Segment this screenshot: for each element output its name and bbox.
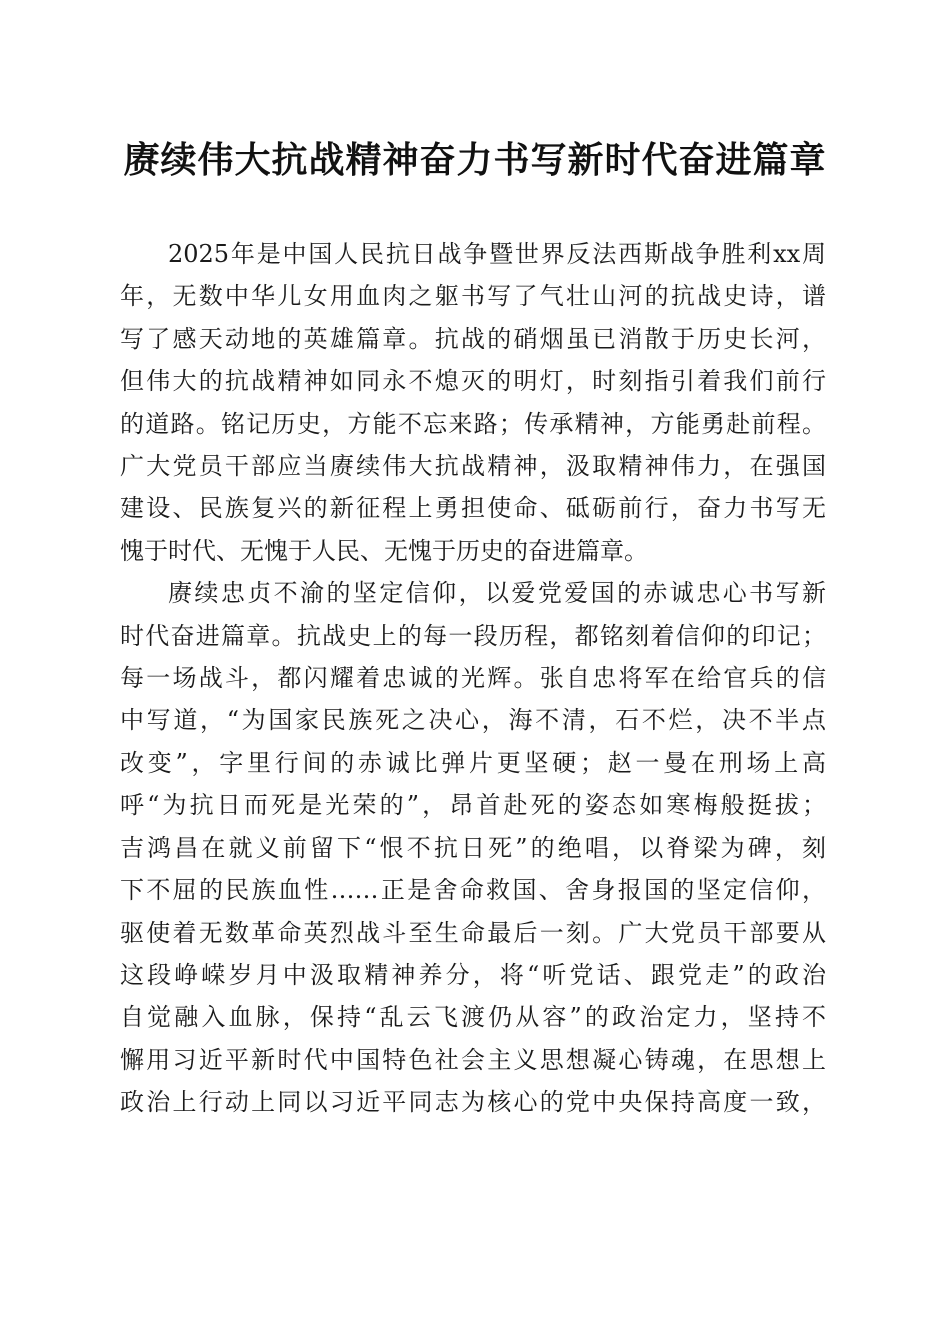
document-body [120, 233, 826, 1124]
text-line: 驱使着无数革命英烈战斗至生命最后一刻。广大党员干部要从 [120, 918, 826, 947]
text-line: 下不屈的民族血性……正是舍命救国、舍身报国的坚定信仰， [120, 876, 826, 905]
page-title: 赓续伟大抗战精神奋力书写新时代奋进篇章 [123, 139, 827, 181]
text-line: 写了感天动地的英雄篇章。抗战的硝烟虽已消散于历史长河， [120, 324, 826, 353]
text-line: 中写道，“为国家民族死之决心，海不清，石不烂，决不半点 [120, 706, 826, 735]
text-line: 这段峥嵘岁月中汲取精神养分，将“听党话、跟党走”的政治 [120, 960, 826, 989]
text-line: 改变”，字里行间的赤诚比弹片更坚硬；赵一曼在刑场上高 [120, 748, 826, 777]
paragraph-faith [120, 572, 826, 1123]
text-line: 2025年是中国人民抗日战争暨世界反法西斯战争胜利xx周 [168, 240, 826, 268]
text-line: 但伟大的抗战精神如同永不熄灭的明灯，时刻指引着我们前行 [120, 367, 826, 396]
text-line: 懈用习近平新时代中国特色社会主义思想凝心铸魂，在思想上 [120, 1045, 826, 1074]
text-line: 年，无数中华儿女用血肉之躯书写了气壮山河的抗战史诗，谱 [120, 282, 826, 311]
text-line: 时代奋进篇章。抗战史上的每一段历程，都铭刻着信仰的印记； [120, 621, 826, 650]
text-line: 吉鸿昌在就义前留下“恨不抗日死”的绝唱，以脊梁为碑，刻 [120, 833, 826, 862]
paragraph-intro [120, 233, 826, 572]
text-line: 呼“为抗日而死是光荣的”，昂首赴死的姿态如寒梅般挺拔； [120, 791, 826, 820]
text-line: 政治上行动上同以习近平同志为核心的党中央保持高度一致， [120, 1088, 826, 1117]
text-line: 赓续忠贞不渝的坚定信仰，以爱党爱国的赤诚忠心书写新 [168, 579, 826, 608]
text-line: 的道路。铭记历史，方能不忘来路；传承精神，方能勇赴前程。 [120, 409, 826, 438]
text-line: 广大党员干部应当赓续伟大抗战精神，汲取精神伟力，在强国 [120, 452, 826, 481]
text-line: 自觉融入血脉，保持“乱云飞渡仍从容”的政治定力，坚持不 [120, 1003, 826, 1032]
text-line: 每一场战斗，都闪耀着忠诚的光辉。张自忠将军在给官兵的信 [120, 664, 826, 693]
text-line: 建设、民族复兴的新征程上勇担使命、砥砺前行，奋力书写无 [120, 494, 826, 523]
text-line: 愧于时代、无愧于人民、无愧于历史的奋进篇章。 [120, 536, 648, 565]
